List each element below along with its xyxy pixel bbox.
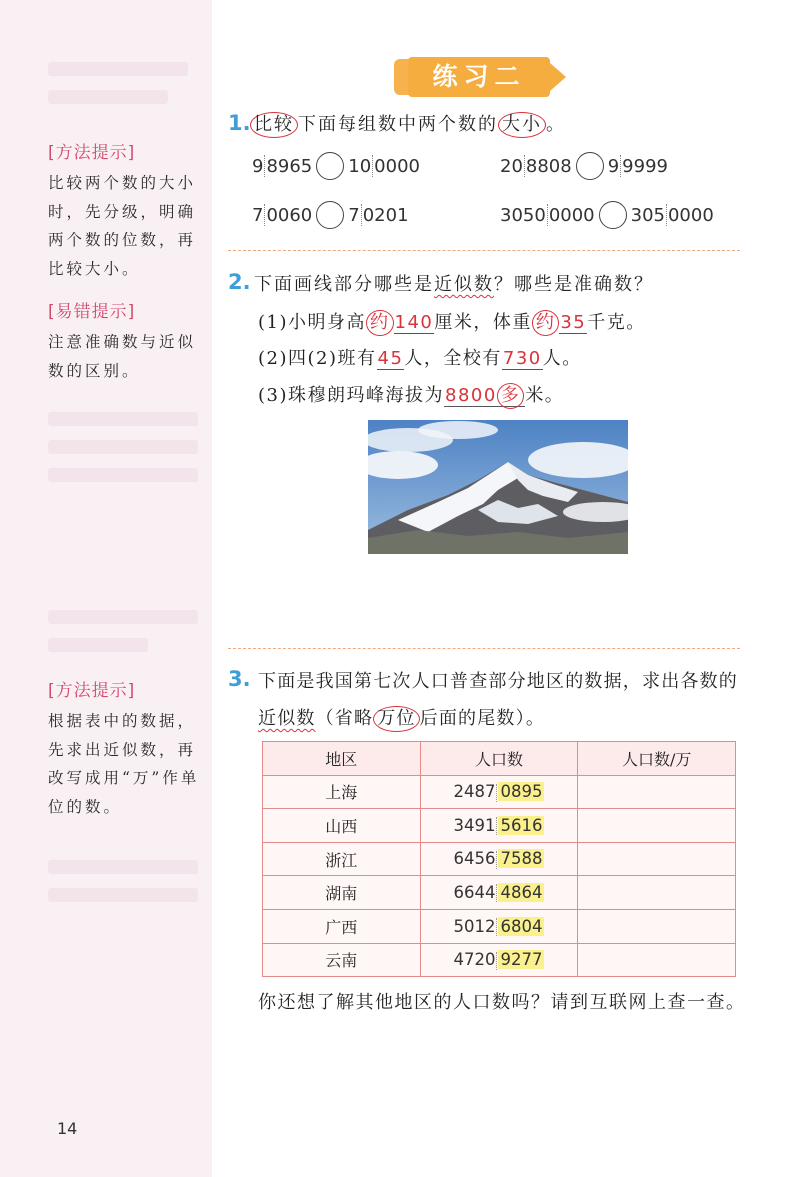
question-1-number: 1. bbox=[228, 111, 251, 135]
number-part: 20 bbox=[500, 155, 523, 177]
cloud bbox=[418, 421, 498, 439]
answer-cell[interactable] bbox=[578, 943, 736, 977]
tip-text: 比较两个数的大小时，先分级，明确两个数的位数，再比较大小。 bbox=[48, 174, 197, 278]
faint-text bbox=[48, 888, 198, 902]
followup-question: 你还想了解其他地区的人口数吗？请到互联网上查一查。 bbox=[258, 992, 746, 1013]
region-cell: 上海 bbox=[263, 775, 421, 809]
tip-method-1 bbox=[48, 138, 208, 283]
region-cell: 山西 bbox=[263, 809, 421, 843]
number-part: 0000 bbox=[548, 204, 595, 226]
table-row bbox=[263, 775, 736, 809]
answer-cell[interactable] bbox=[578, 842, 736, 876]
compare-answer-circle[interactable] bbox=[576, 152, 604, 180]
sentence-part: 厘米，体重 bbox=[434, 312, 532, 333]
faint-text bbox=[48, 412, 198, 426]
number-part: 0000 bbox=[374, 155, 420, 177]
underlined-number: 45 bbox=[377, 348, 404, 369]
region-cell: 广西 bbox=[263, 909, 421, 943]
answer-cell[interactable] bbox=[578, 909, 736, 943]
compare-pair-4 bbox=[500, 201, 714, 229]
sentence-part: 米。 bbox=[525, 385, 565, 406]
wavy-underlined-word: 近似数 bbox=[258, 708, 316, 729]
q1-text-part: 下面每组数中两个数的 bbox=[298, 114, 498, 135]
group-separator bbox=[361, 204, 362, 226]
pop-high: 6644 bbox=[453, 882, 496, 902]
underlined-number: 730 bbox=[502, 348, 542, 369]
tip-title: [易错提示] bbox=[48, 302, 136, 322]
circled-word: 比较 bbox=[250, 112, 298, 138]
sentence-part: 人，全校有 bbox=[404, 348, 502, 369]
table-row bbox=[263, 943, 736, 977]
group-separator bbox=[666, 204, 667, 226]
population-cell bbox=[420, 809, 578, 843]
compare-pair-1 bbox=[252, 152, 420, 180]
number-part: 0201 bbox=[362, 204, 409, 226]
pop-low-highlight: 4864 bbox=[500, 882, 543, 902]
question-2-number: 2. bbox=[228, 270, 251, 294]
number-part: 8965 bbox=[266, 155, 313, 177]
tip-title: [方法提示] bbox=[48, 681, 136, 701]
group-separator bbox=[372, 155, 373, 177]
circled-word: 大小 bbox=[498, 112, 546, 138]
underlined-number bbox=[444, 385, 525, 407]
answer-cell[interactable] bbox=[578, 775, 736, 809]
population-cell bbox=[420, 775, 578, 809]
sentence-part: (3)珠穆朗玛峰海拔为 bbox=[258, 385, 444, 406]
pop-high: 2487 bbox=[453, 782, 496, 802]
number-value: 8800 bbox=[445, 385, 497, 406]
number-part: 9 bbox=[252, 155, 264, 177]
faint-text bbox=[48, 90, 168, 104]
compare-answer-circle[interactable] bbox=[599, 201, 627, 229]
region-cell: 浙江 bbox=[263, 842, 421, 876]
tip-title: [方法提示] bbox=[48, 143, 136, 163]
number-part: 10 bbox=[348, 155, 372, 177]
faint-text bbox=[48, 440, 198, 454]
faint-text bbox=[48, 610, 198, 624]
exercise-title-banner bbox=[394, 57, 574, 97]
question-3-number: 3. bbox=[228, 667, 251, 691]
sentence-part: (2)四(2)班有 bbox=[258, 348, 377, 369]
population-table bbox=[262, 741, 736, 977]
pop-low-highlight: 5616 bbox=[500, 815, 543, 835]
circled-word: 多 bbox=[497, 383, 525, 409]
header-region: 地区 bbox=[263, 742, 421, 776]
tip-mistake bbox=[48, 297, 208, 385]
pop-low-highlight: 9277 bbox=[500, 950, 543, 970]
question-2-item-2 bbox=[258, 344, 582, 370]
question-3-line-1: 下面是我国第七次人口普查部分地区的数据，求出各数的 bbox=[258, 671, 738, 692]
number-part: 305 bbox=[630, 204, 665, 226]
tip-method-2 bbox=[48, 676, 208, 821]
population-cell bbox=[420, 876, 578, 910]
circled-word: 约 bbox=[532, 310, 560, 336]
group-separator bbox=[620, 155, 621, 177]
group-separator bbox=[264, 155, 265, 177]
pop-high: 3491 bbox=[453, 815, 496, 835]
faint-text bbox=[48, 62, 188, 76]
page-title: 练习二 bbox=[408, 57, 550, 97]
question-1-text bbox=[250, 110, 566, 138]
q1-text-part: 。 bbox=[546, 114, 566, 135]
page-number: 14 bbox=[57, 1119, 78, 1138]
group-separator bbox=[547, 204, 548, 226]
number-part: 7 bbox=[348, 204, 360, 226]
question-2-item-1 bbox=[258, 308, 646, 336]
region-cell: 湖南 bbox=[263, 876, 421, 910]
population-cell bbox=[420, 909, 578, 943]
q2-text-part: 下面画线部分哪些是 bbox=[254, 274, 434, 295]
pop-high: 6456 bbox=[453, 849, 496, 869]
wavy-underlined-word: 近似数 bbox=[434, 274, 494, 295]
number-part: 3050 bbox=[500, 204, 546, 226]
circled-word: 万位 bbox=[373, 706, 419, 732]
tip-text: 注意准确数与近似数的区别。 bbox=[48, 333, 197, 380]
pop-low-highlight: 6804 bbox=[500, 916, 543, 936]
table-row bbox=[263, 809, 736, 843]
pop-low-highlight: 7588 bbox=[500, 849, 543, 869]
table-row bbox=[263, 909, 736, 943]
number-part: 0000 bbox=[667, 204, 714, 226]
number-part: 7 bbox=[252, 204, 264, 226]
table-row bbox=[263, 842, 736, 876]
pop-high: 4720 bbox=[453, 950, 496, 970]
faint-text bbox=[48, 860, 198, 874]
section-divider bbox=[228, 250, 740, 251]
header-population-wan: 人口数/万 bbox=[578, 742, 736, 776]
number-part: 8808 bbox=[525, 155, 572, 177]
pop-high: 5012 bbox=[453, 916, 496, 936]
faint-text bbox=[48, 638, 148, 652]
question-2-item-3 bbox=[258, 381, 564, 409]
compare-answer-circle[interactable] bbox=[316, 152, 344, 180]
table-row bbox=[263, 876, 736, 910]
compare-pair-3 bbox=[252, 201, 409, 229]
number-part: 9999 bbox=[622, 155, 668, 177]
table-header-row bbox=[263, 742, 736, 776]
sentence-part: (1)小明身高 bbox=[258, 312, 366, 333]
q3-text-part: 后面的尾数）。 bbox=[419, 708, 546, 729]
underlined-number: 35 bbox=[560, 312, 587, 333]
underlined-number: 140 bbox=[394, 312, 434, 333]
question-2-text bbox=[254, 270, 654, 296]
region-cell: 云南 bbox=[263, 943, 421, 977]
tip-text: 根据表中的数据，先求出近似数，再改写成用“万”作单位的数。 bbox=[48, 712, 200, 816]
group-separator bbox=[524, 155, 525, 177]
population-cell bbox=[420, 842, 578, 876]
section-divider bbox=[228, 648, 740, 649]
number-part: 9 bbox=[607, 155, 620, 177]
group-separator bbox=[264, 204, 265, 226]
sentence-part: 人。 bbox=[542, 348, 582, 369]
mountain-illustration bbox=[368, 420, 628, 554]
faint-text bbox=[48, 468, 198, 482]
header-population: 人口数 bbox=[420, 742, 578, 776]
title-arrow-icon bbox=[550, 63, 566, 91]
everest-photo bbox=[368, 420, 628, 554]
pop-low-highlight: 0895 bbox=[500, 782, 543, 802]
answer-cell[interactable] bbox=[578, 876, 736, 910]
q3-text-part: （省略 bbox=[315, 708, 374, 729]
population-cell bbox=[420, 943, 578, 977]
question-3-line-2 bbox=[258, 704, 545, 732]
q2-text-part: ？哪些是准确数？ bbox=[494, 274, 654, 295]
sentence-part: 千克。 bbox=[587, 312, 646, 333]
number-part: 0060 bbox=[266, 204, 313, 226]
compare-answer-circle[interactable] bbox=[316, 201, 344, 229]
circled-word: 约 bbox=[366, 310, 394, 336]
answer-cell[interactable] bbox=[578, 809, 736, 843]
sidebar bbox=[0, 0, 212, 1177]
compare-pair-2 bbox=[500, 152, 668, 180]
